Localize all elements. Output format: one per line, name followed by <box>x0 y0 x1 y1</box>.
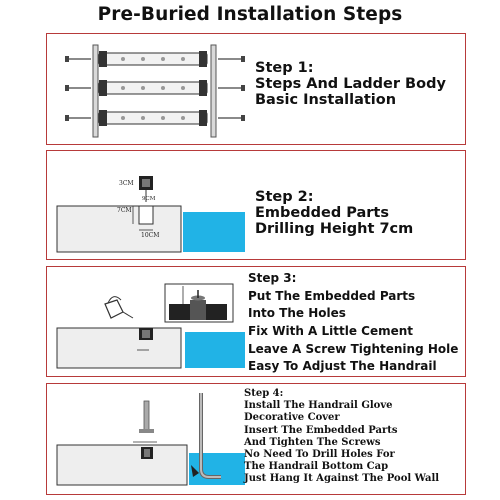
step-2-panel <box>46 150 466 260</box>
step-2-text: Step 2: Embedded Parts Drilling Height 7cm <box>255 189 414 238</box>
ladder-step-middle <box>99 80 207 96</box>
dim-label-9cm: 9CM <box>142 196 156 202</box>
step-4-panel <box>46 383 466 495</box>
ladder-step-top <box>99 51 207 67</box>
embedding-parts-illustration <box>53 270 253 372</box>
ladder-assembly-illustration <box>53 37 253 139</box>
dim-label-3cm: 3CM <box>119 180 134 187</box>
step-3-text: Step 3: Put The Embedded Parts Into The Holes Fix With A Little Cement Leave A Screw Tightening Hole Easy To Adjust The Handrail <box>248 271 459 374</box>
page-title: Pre-Buried Installation Steps <box>97 4 403 25</box>
dim-label-10cm: 10CM <box>141 232 160 239</box>
step-1-panel <box>46 33 466 145</box>
handrail-installation-illustration <box>53 387 253 489</box>
drilling-height-illustration <box>53 154 253 256</box>
step-3-panel <box>46 266 466 377</box>
step-1-text: Step 1: Steps And Ladder Body Basic Installation <box>255 60 446 109</box>
dim-label-7cm: 7CM <box>117 207 132 214</box>
ladder-step-bottom <box>99 110 207 126</box>
step-4-text: Step 4: Install The Handrail Glove Decorative Cover Insert The Embedded Parts And Tighten The Screws No Need To Drill Holes For The Handrail Bottom Cap Just Hang It Against The Pool Wall <box>244 388 440 485</box>
